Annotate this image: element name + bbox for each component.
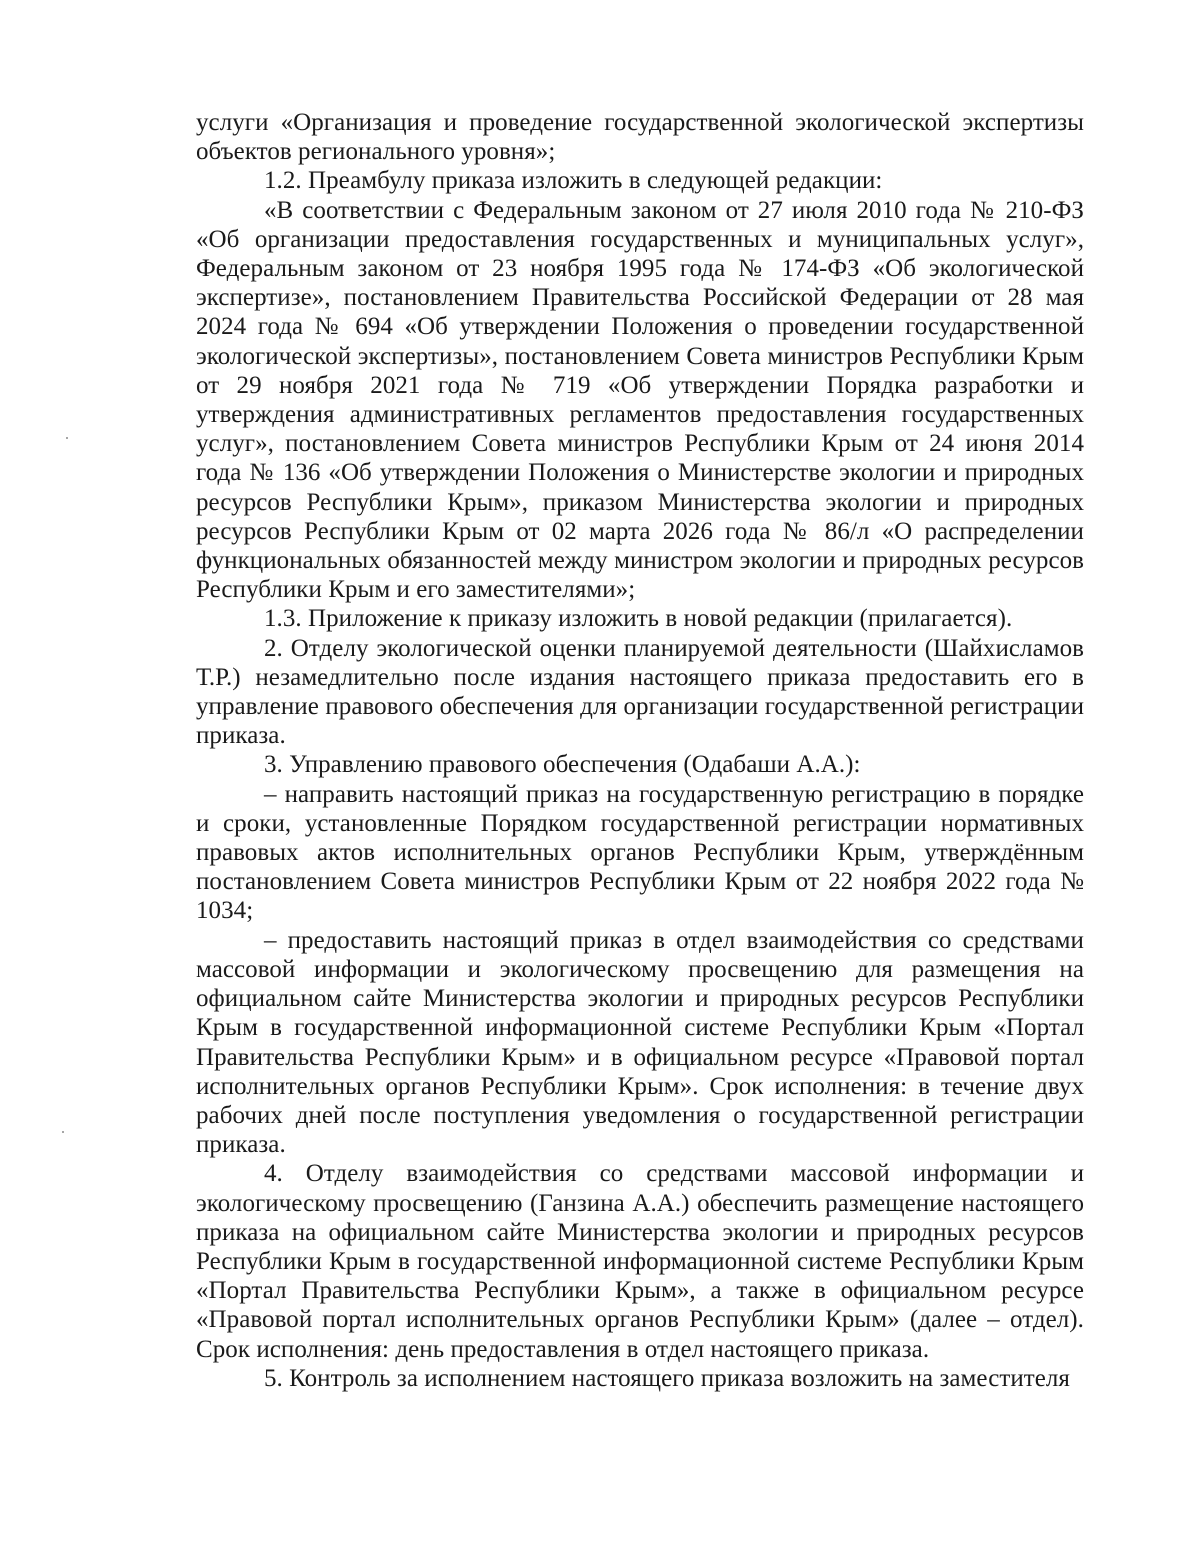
paragraph-3: 3. Управлению правового обеспечения (Одабаши А.А.):: [264, 751, 861, 779]
paragraph-3-item-registration: – направить настоящий приказ на государственную регистрацию в порядке и сроки, установленные Порядком государственной регистрации нормативных правовых актов исполнительных органов Республики Крым, утверждённым постановлением Совета министров Республики Крым от 22 ноября 2022 года № 1034;: [196, 780, 1084, 925]
paragraph-preamble: «В соответствии с Федеральным законом от 27 июля 2010 года № 210-ФЗ «Об организации предоставления государственных и муниципальных услуг», Федеральным законом от 23 ноября 1995 года № 174-ФЗ «Об экологической экспертизе», постановлением Правительства Российской Федерации от 28 мая 2024 года № 694 «Об утверждении Положения о проведении государственной экологической экспертизы», постановлением Совета министров Республики Крым от 29 ноября 2021 года № 719 «Об утверждении Порядка разработки и утверждения административных регламентов предоставления государственных услуг», постановлением Совета министров Республики Крым от 24 июня 2014 года № 136 «Об утверждении Положения о Министерстве экологии и природных ресурсов Республики Крым», приказом Министерства экологии и природных ресурсов Республики Крым от 02 марта 2026 года № 86/л «О распределении функциональных обязанностей между министром экологии и природных ресурсов Республики Крым и его заместителями»;: [196, 196, 1084, 604]
paragraph-2: 2. Отделу экологической оценки планируемой деятельности (Шайхисламов Т.Р.) незамедлительно после издания настоящего приказа предоставить его в управление правового обеспечения для организации государственной регистрации приказа.: [196, 634, 1084, 750]
scan-speck: [66, 437, 68, 439]
document-page: [196, 108, 1084, 1393]
paragraph-1-3: 1.3. Приложение к приказу изложить в новой редакции (прилагается).: [264, 605, 1013, 633]
paragraph-4: 4. Отделу взаимодействия со средствами массовой информации и экологическому просвещению (Ганзина А.А.) обеспечить размещение настоящего приказа на официальном сайте Министерства экологии и природных ресурсов Республики Крым в государственной информационной системе Республики Крым «Портал Правительства Республики Крым», а также в официальном ресурсе «Правовой портал исполнительных органов Республики Крым» (далее – отдел). Срок исполнения: день предоставления в отдел настоящего приказа.: [196, 1160, 1084, 1363]
paragraph-5: 5. Контроль за исполнением настоящего приказа возложить на заместителя: [264, 1364, 1070, 1392]
paragraph-1-2: 1.2. Преамбулу приказа изложить в следующей редакции:: [264, 167, 883, 195]
paragraph-service-name-end: услуги «Организация и проведение государственной экологической экспертизы объектов регионального уровня»;: [196, 109, 1084, 166]
scan-speck: [62, 1131, 64, 1133]
paragraph-3-item-publication: – предоставить настоящий приказ в отдел взаимодействия со средствами массовой информации и экологическому просвещению для размещения на официальном сайте Министерства экологии и природных ресурсов Республики Крым в государственной информационной системе Республики Крым «Портал Правительства Республики Крым» и в официальном ресурсе «Правовой портал исполнительных органов Республики Крым». Срок исполнения: в течение двух рабочих дней после поступления уведомления о государственной регистрации приказа.: [196, 926, 1084, 1159]
